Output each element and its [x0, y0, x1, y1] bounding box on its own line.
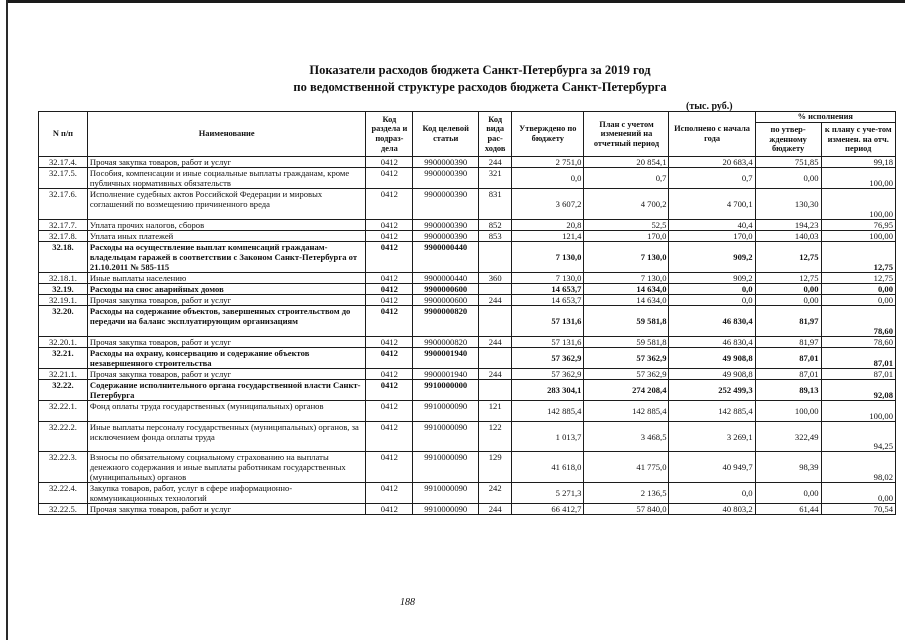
row-expense-type: [479, 242, 512, 273]
row-article-code: 9900001940: [413, 369, 479, 380]
row-plan: 52,5: [584, 220, 669, 231]
row-name: Прочая закупка товаров, работ и услуг: [87, 295, 366, 306]
row-code: 32.17.8.: [39, 231, 88, 242]
page-number: 188: [400, 597, 415, 608]
row-executed: 0,0: [669, 483, 755, 504]
row-section-code: 0412: [366, 306, 413, 337]
row-code: 32.22.: [39, 380, 88, 401]
row-expense-type: [479, 306, 512, 337]
row-plan: 59 581,8: [584, 306, 669, 337]
row-code: 32.20.: [39, 306, 88, 337]
table-row: [39, 452, 896, 483]
table-row: [39, 168, 896, 189]
scan-edge-left: [6, 0, 8, 640]
row-expense-type: 121: [479, 401, 512, 422]
row-expense-type: 244: [479, 504, 512, 515]
row-plan: 3 468,5: [584, 422, 669, 452]
row-article-code: 9900000820: [413, 306, 479, 337]
row-name: Пособия, компенсации и иные социальные выплаты гражданам, кроме публичных нормативных обязательств: [87, 168, 366, 189]
row-article-code: 9900000440: [413, 242, 479, 273]
row-executed: 20 683,4: [669, 157, 755, 168]
row-code: 32.18.: [39, 242, 88, 273]
row-executed: 252 499,3: [669, 380, 755, 401]
row-plan: 7 130,0: [584, 242, 669, 273]
row-article-code: 9900000440: [413, 273, 479, 284]
row-section-code: 0412: [366, 168, 413, 189]
row-pct-plan: 87,01: [821, 348, 895, 369]
row-code: 32.19.: [39, 284, 88, 295]
row-executed: 0,7: [669, 168, 755, 189]
row-pct-plan: 94,25: [821, 422, 895, 452]
row-pct-plan: 76,95: [821, 220, 895, 231]
row-pct-approved: 81,97: [755, 306, 821, 337]
row-code: 32.17.5.: [39, 168, 88, 189]
row-expense-type: 852: [479, 220, 512, 231]
row-section-code: 0412: [366, 369, 413, 380]
table-row: [39, 273, 896, 284]
table-row: [39, 348, 896, 369]
row-name: Фонд оплаты труда государственных (муниципальных) органов: [87, 401, 366, 422]
row-approved: 283 304,1: [512, 380, 584, 401]
row-plan: 7 130,0: [584, 273, 669, 284]
row-name: Исполнение судебных актов Российской Федерации и мировых соглашений по возмещению причиненного вреда: [87, 189, 366, 220]
row-code: 32.20.1.: [39, 337, 88, 348]
row-pct-approved: 89,13: [755, 380, 821, 401]
row-name: Взносы по обязательному социальному страхованию на выплаты денежного содержания и иные выплаты работникам государственных (муниципальных) органов: [87, 452, 366, 483]
row-pct-approved: 98,39: [755, 452, 821, 483]
row-code: 32.18.1.: [39, 273, 88, 284]
row-expense-type: 244: [479, 157, 512, 168]
row-pct-approved: 100,00: [755, 401, 821, 422]
row-section-code: 0412: [366, 348, 413, 369]
row-executed: 49 908,8: [669, 369, 755, 380]
table-row: [39, 401, 896, 422]
row-section-code: 0412: [366, 273, 413, 284]
row-expense-type: 321: [479, 168, 512, 189]
row-name: Уплата прочих налогов, сборов: [87, 220, 366, 231]
row-pct-approved: 0,00: [755, 483, 821, 504]
row-approved: 41 618,0: [512, 452, 584, 483]
row-executed: 40 803,2: [669, 504, 755, 515]
row-expense-type: 122: [479, 422, 512, 452]
row-pct-approved: 140,03: [755, 231, 821, 242]
row-pct-approved: 12,75: [755, 242, 821, 273]
row-pct-approved: 61,44: [755, 504, 821, 515]
row-name: Содержание исполнительного органа государственной власти Санкт-Петербурга: [87, 380, 366, 401]
row-expense-type: 242: [479, 483, 512, 504]
row-approved: 0,0: [512, 168, 584, 189]
row-section-code: 0412: [366, 242, 413, 273]
row-executed: 0,0: [669, 295, 755, 306]
row-plan: 57 840,0: [584, 504, 669, 515]
table-row: [39, 231, 896, 242]
row-approved: 57 362,9: [512, 369, 584, 380]
row-article-code: 9910000090: [413, 483, 479, 504]
row-approved: 121,4: [512, 231, 584, 242]
row-pct-approved: 0,00: [755, 284, 821, 295]
table-row: [39, 369, 896, 380]
row-expense-type: 244: [479, 295, 512, 306]
header-executed: Исполнено с начала года: [669, 112, 755, 157]
row-name: Прочая закупка товаров, работ и услуг: [87, 504, 366, 515]
page-subtitle: по ведомственной структуре расходов бюджета Санкт-Петербурга: [293, 80, 667, 94]
table-row: [39, 157, 896, 168]
table-body: [39, 157, 896, 515]
row-plan: 170,0: [584, 231, 669, 242]
budget-table: [38, 111, 896, 515]
row-executed: 0,0: [669, 284, 755, 295]
header-pct-plan: к плану с уче-том изменен. на отч. период: [821, 123, 895, 157]
row-section-code: 0412: [366, 401, 413, 422]
row-section-code: 0412: [366, 284, 413, 295]
row-plan: 274 208,4: [584, 380, 669, 401]
row-name: Прочая закупка товаров, работ и услуг: [87, 157, 366, 168]
row-pct-plan: 78,60: [821, 337, 895, 348]
row-article-code: 9910000090: [413, 422, 479, 452]
row-approved: 20,8: [512, 220, 584, 231]
row-expense-type: 244: [479, 369, 512, 380]
row-approved: 3 607,2: [512, 189, 584, 220]
units-label: (тыс. руб.): [686, 101, 733, 112]
row-expense-type: 853: [479, 231, 512, 242]
row-pct-plan: 12,75: [821, 242, 895, 273]
row-article-code: 9900000390: [413, 220, 479, 231]
table-row: [39, 422, 896, 452]
row-section-code: 0412: [366, 483, 413, 504]
table-row: [39, 380, 896, 401]
row-pct-approved: 0,00: [755, 295, 821, 306]
row-pct-approved: 0,00: [755, 168, 821, 189]
row-executed: 40,4: [669, 220, 755, 231]
row-pct-approved: 130,30: [755, 189, 821, 220]
table-row: [39, 220, 896, 231]
table-row: [39, 189, 896, 220]
row-plan: 59 581,8: [584, 337, 669, 348]
row-name: Расходы на охрану, консервацию и содержание объектов незавершенного строительства: [87, 348, 366, 369]
row-approved: 142 885,4: [512, 401, 584, 422]
row-executed: 142 885,4: [669, 401, 755, 422]
row-pct-plan: 100,00: [821, 231, 895, 242]
row-plan: 142 885,4: [584, 401, 669, 422]
row-section-code: 0412: [366, 380, 413, 401]
row-approved: 57 362,9: [512, 348, 584, 369]
table-row: [39, 306, 896, 337]
row-expense-type: 244: [479, 337, 512, 348]
table-row: [39, 504, 896, 515]
row-article-code: 9910000090: [413, 504, 479, 515]
row-section-code: 0412: [366, 231, 413, 242]
row-pct-plan: 100,00: [821, 189, 895, 220]
row-expense-type: 360: [479, 273, 512, 284]
scan-edge-top: [8, 0, 905, 3]
row-article-code: 9900000600: [413, 284, 479, 295]
row-plan: 41 775,0: [584, 452, 669, 483]
row-section-code: 0412: [366, 157, 413, 168]
header-plan: План с учетом изменений на отчетный период: [584, 112, 669, 157]
row-executed: 909,2: [669, 273, 755, 284]
row-name: Иные выплаты персоналу государственных (муниципальных) органов, за исключением фонда оплаты труда: [87, 422, 366, 452]
row-executed: 170,0: [669, 231, 755, 242]
row-approved: 14 653,7: [512, 295, 584, 306]
row-code: 32.22.2.: [39, 422, 88, 452]
row-article-code: 9900000390: [413, 189, 479, 220]
row-article-code: 9900001940: [413, 348, 479, 369]
row-approved: 7 130,0: [512, 273, 584, 284]
row-pct-plan: 99,18: [821, 157, 895, 168]
row-plan: 57 362,9: [584, 348, 669, 369]
row-section-code: 0412: [366, 422, 413, 452]
row-pct-approved: 12,75: [755, 273, 821, 284]
row-approved: 7 130,0: [512, 242, 584, 273]
row-name: Расходы на осуществление выплат компенсаций гражданам-владельцам гаражей в соответствии с Законом Санкт-Петербурга от 21.10.2011 № 585-115: [87, 242, 366, 273]
row-approved: 5 271,3: [512, 483, 584, 504]
row-executed: 4 700,1: [669, 189, 755, 220]
header-pct-approved: по утвер-жденному бюджету: [755, 123, 821, 157]
row-plan: 14 634,0: [584, 295, 669, 306]
row-approved: 66 412,7: [512, 504, 584, 515]
row-pct-plan: 100,00: [821, 168, 895, 189]
row-article-code: 9900000600: [413, 295, 479, 306]
row-code: 32.22.5.: [39, 504, 88, 515]
row-approved: 57 131,6: [512, 337, 584, 348]
row-code: 32.19.1.: [39, 295, 88, 306]
row-pct-plan: 70,54: [821, 504, 895, 515]
row-section-code: 0412: [366, 189, 413, 220]
row-name: Расходы на содержание объектов, завершенных строительством до передачи на баланс эксплуатирующим организациям: [87, 306, 366, 337]
row-article-code: 9910000090: [413, 401, 479, 422]
row-name: Иные выплаты населению: [87, 273, 366, 284]
row-plan: 2 136,5: [584, 483, 669, 504]
header-approved: Утверждено по бюджету: [512, 112, 584, 157]
row-code: 32.21.1.: [39, 369, 88, 380]
row-executed: 46 830,4: [669, 337, 755, 348]
row-article-code: 9900000390: [413, 168, 479, 189]
page-title: Показатели расходов бюджета Санкт-Петербурга за 2019 год: [309, 63, 651, 77]
row-pct-plan: 0,00: [821, 295, 895, 306]
row-article-code: 9910000090: [413, 452, 479, 483]
row-section-code: 0412: [366, 295, 413, 306]
row-executed: 3 269,1: [669, 422, 755, 452]
row-approved: 1 013,7: [512, 422, 584, 452]
row-article-code: 9900000390: [413, 157, 479, 168]
row-code: 32.22.1.: [39, 401, 88, 422]
table-row: [39, 483, 896, 504]
row-pct-plan: 98,02: [821, 452, 895, 483]
row-code: 32.22.3.: [39, 452, 88, 483]
row-section-code: 0412: [366, 504, 413, 515]
row-name: Расходы на снос аварийных домов: [87, 284, 366, 295]
row-plan: 20 854,1: [584, 157, 669, 168]
row-expense-type: [479, 348, 512, 369]
row-plan: 14 634,0: [584, 284, 669, 295]
header-name: Наименование: [87, 112, 366, 157]
row-article-code: 9900000390: [413, 231, 479, 242]
row-name: Закупка товаров, работ, услуг в сфере информационно-коммуникационных технологий: [87, 483, 366, 504]
row-pct-approved: 87,01: [755, 348, 821, 369]
row-approved: 14 653,7: [512, 284, 584, 295]
row-executed: 49 908,8: [669, 348, 755, 369]
row-pct-approved: 322,49: [755, 422, 821, 452]
row-pct-plan: 92,08: [821, 380, 895, 401]
row-executed: 40 949,7: [669, 452, 755, 483]
row-pct-plan: 100,00: [821, 401, 895, 422]
row-plan: 4 700,2: [584, 189, 669, 220]
row-pct-approved: 87,01: [755, 369, 821, 380]
table-row: [39, 295, 896, 306]
row-executed: 46 830,4: [669, 306, 755, 337]
row-article-code: 9900000820: [413, 337, 479, 348]
row-pct-approved: 194,23: [755, 220, 821, 231]
table-row: [39, 242, 896, 273]
row-approved: 2 751,0: [512, 157, 584, 168]
row-code: 32.17.6.: [39, 189, 88, 220]
row-expense-type: 129: [479, 452, 512, 483]
row-plan: 0,7: [584, 168, 669, 189]
row-name: Прочая закупка товаров, работ и услуг: [87, 337, 366, 348]
row-pct-plan: 87,01: [821, 369, 895, 380]
row-approved: 57 131,6: [512, 306, 584, 337]
table-row: [39, 284, 896, 295]
header-type: Код вида рас-ходов: [479, 112, 512, 157]
row-expense-type: [479, 380, 512, 401]
row-executed: 909,2: [669, 242, 755, 273]
header-section: Код раздела и подраз-дела: [366, 112, 413, 157]
table-row: [39, 337, 896, 348]
row-plan: 57 362,9: [584, 369, 669, 380]
row-name: Уплата иных платежей: [87, 231, 366, 242]
row-pct-plan: 78,60: [821, 306, 895, 337]
row-section-code: 0412: [366, 337, 413, 348]
row-section-code: 0412: [366, 452, 413, 483]
header-article: Код целевой статьи: [413, 112, 479, 157]
row-article-code: 9910000000: [413, 380, 479, 401]
row-section-code: 0412: [366, 220, 413, 231]
row-pct-plan: 12,75: [821, 273, 895, 284]
row-code: 32.22.4.: [39, 483, 88, 504]
row-pct-approved: 751,85: [755, 157, 821, 168]
row-code: 32.17.7.: [39, 220, 88, 231]
header-num: N п/п: [39, 112, 88, 157]
row-name: Прочая закупка товаров, работ и услуг: [87, 369, 366, 380]
row-pct-plan: 0,00: [821, 284, 895, 295]
row-pct-approved: 81,97: [755, 337, 821, 348]
row-code: 32.17.4.: [39, 157, 88, 168]
row-pct-plan: 0,00: [821, 483, 895, 504]
row-expense-type: 831: [479, 189, 512, 220]
row-expense-type: [479, 284, 512, 295]
row-code: 32.21.: [39, 348, 88, 369]
header-pct-group: % исполнения: [755, 112, 895, 123]
